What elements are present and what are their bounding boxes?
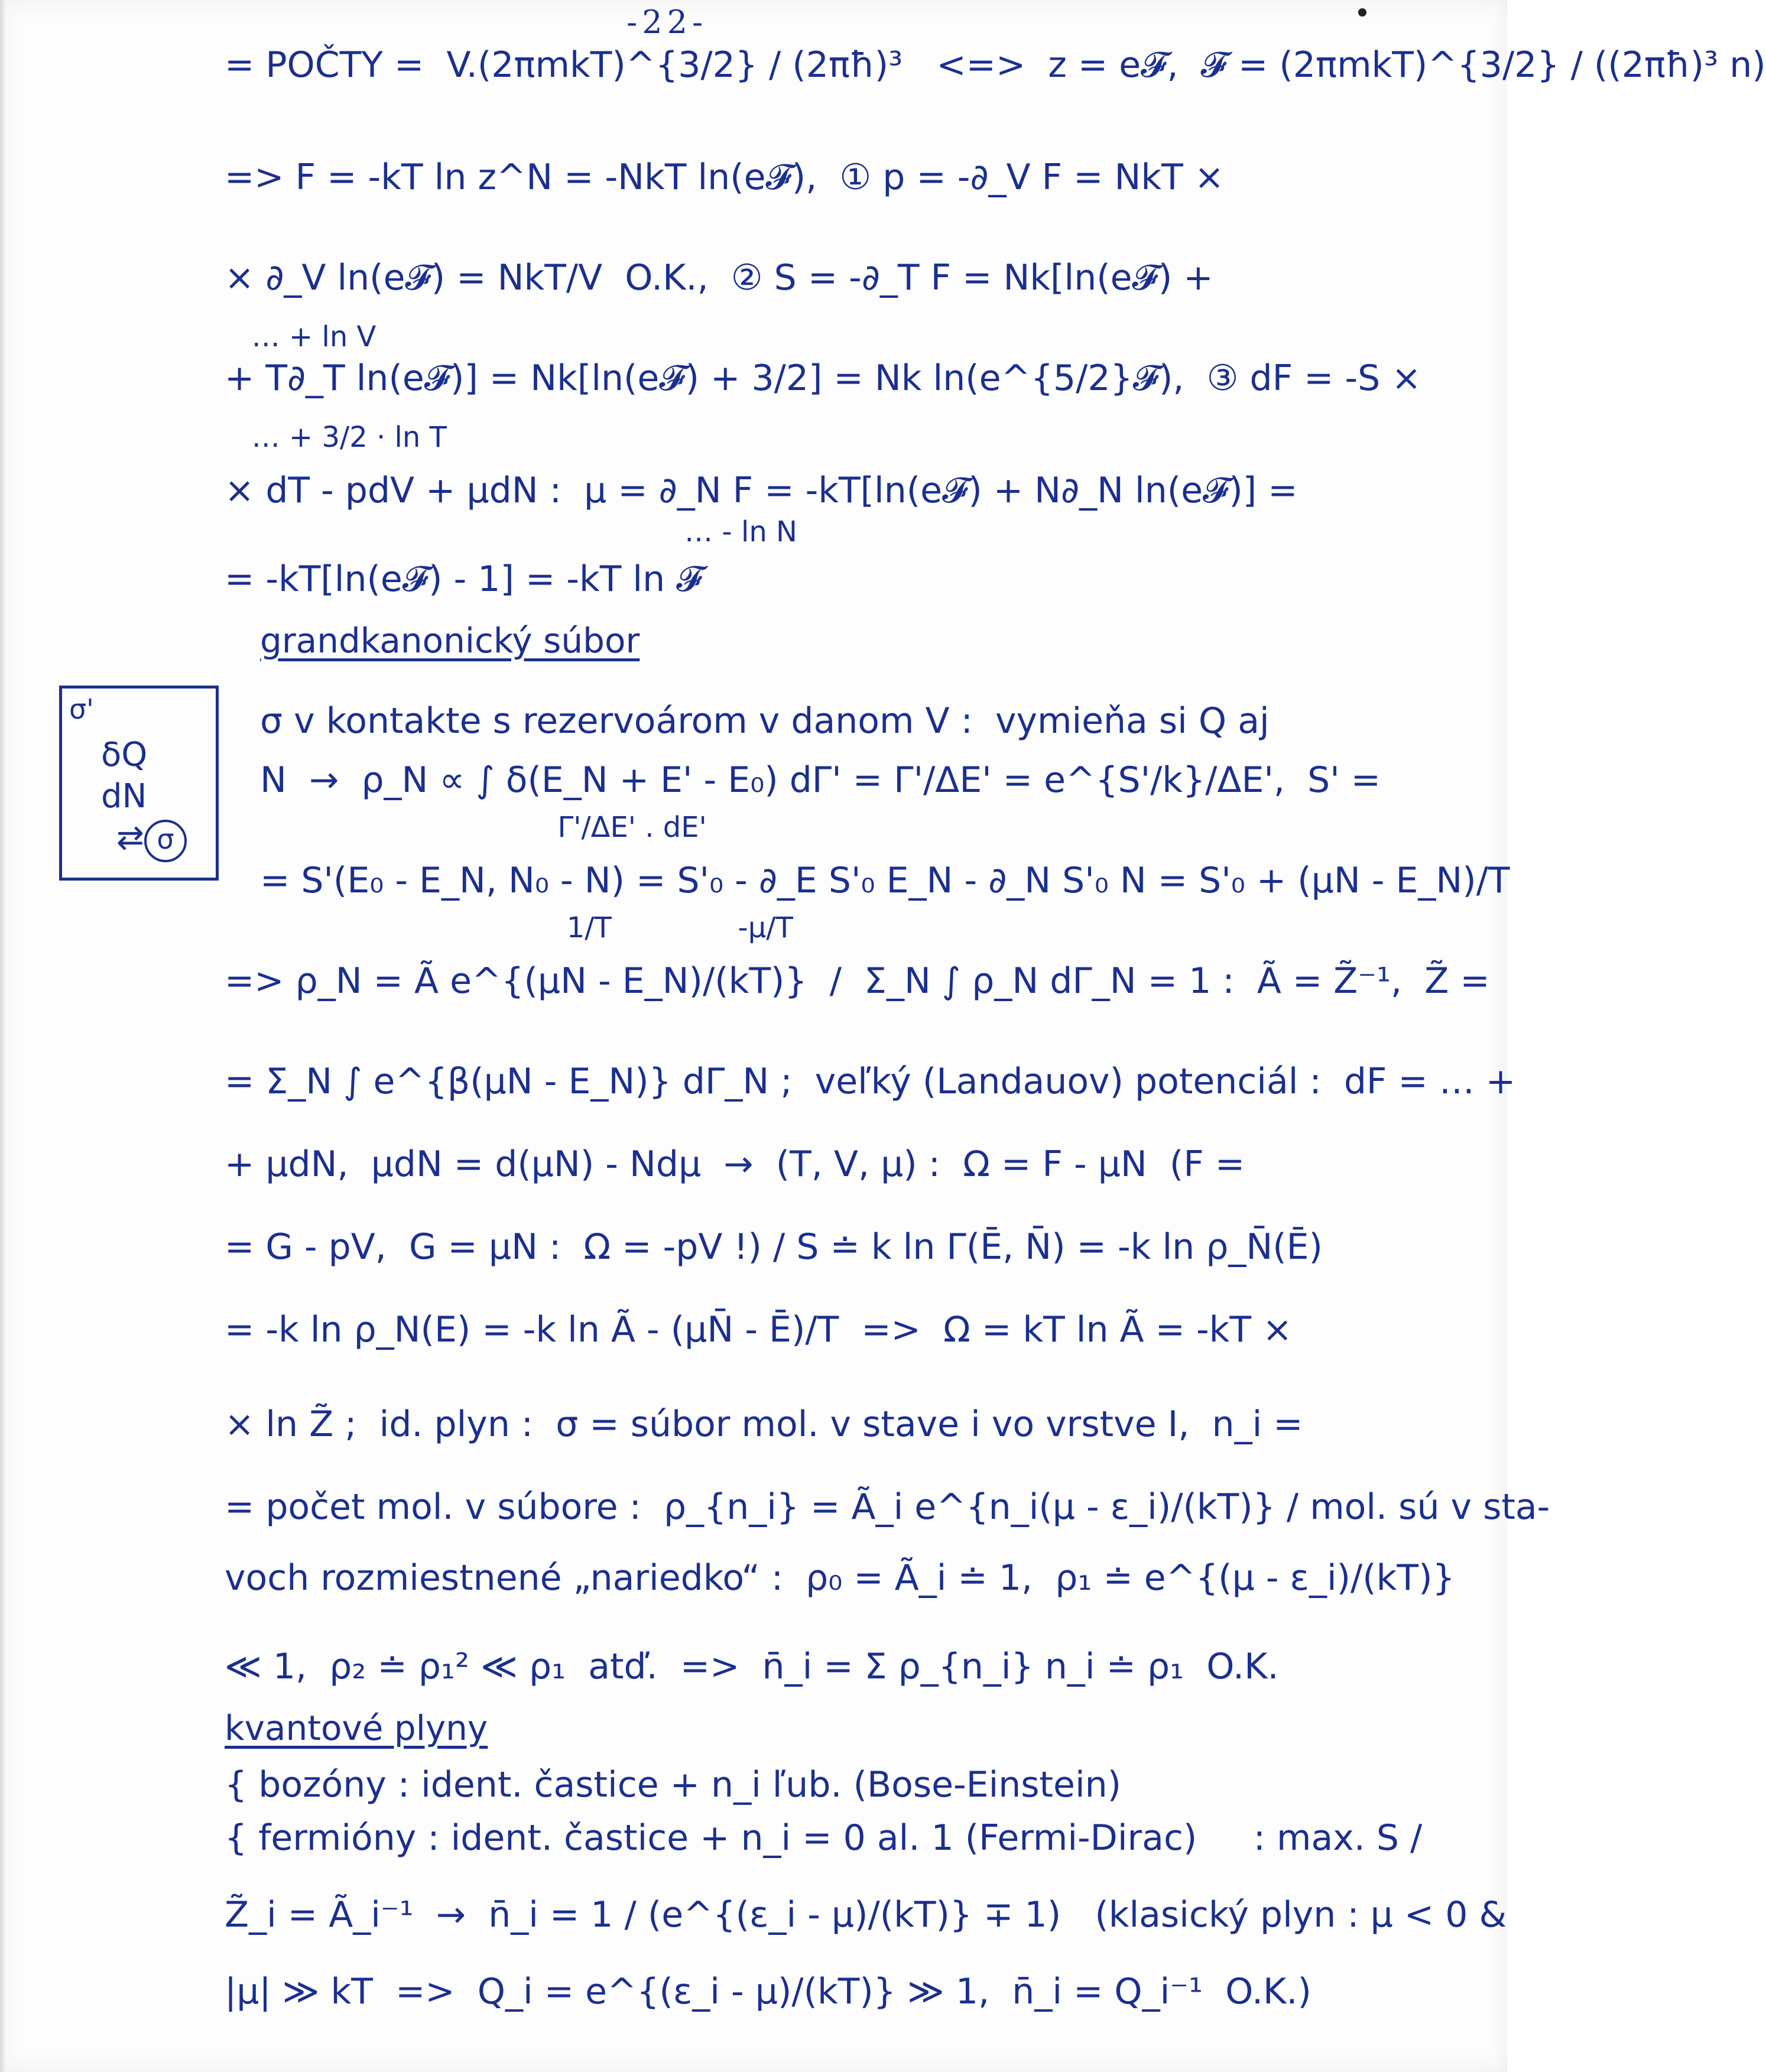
margin-diagram bbox=[59, 686, 219, 881]
line-7: × dT - pdV + μdN : μ = ∂_N F = -kT[ln(e𝓕) + N∂_N ln(e𝓕)] = bbox=[225, 470, 1298, 511]
line-15: => ρ_N = Ã e^{(μN - E_N)/(kT)} / Σ_N ∫ ρ_N dΓ_N = 1 : Ã = Z̃⁻¹, Z̃ = bbox=[225, 960, 1490, 1002]
line-26: Z̃_i = Ã_i⁻¹ → n̄_i = 1 / (e^{(ε_i - μ)/(kT)} ∓ 1) (klasický plyn : μ < 0 & bbox=[225, 1894, 1507, 1935]
line-16: = Σ_N ∫ e^{β(μN - E_N)} dΓ_N ; veľký (Landauov) potenciál : dF = … + bbox=[225, 1061, 1516, 1102]
line-24: { bozóny : ident. častice + n_i ľub. (Bose-Einstein) bbox=[225, 1764, 1122, 1805]
line-18: = G - pV, G = μN : Ω = -pV !) / S ≐ k ln Γ(Ē, N̄) = -k ln ρ_N̄(Ē) bbox=[225, 1226, 1323, 1268]
line-2: => F = -kT ln z^N = -NkT ln(e𝓕), ① p = -∂_V F = NkT × bbox=[225, 157, 1225, 198]
line-10: σ v kontakte s rezervoárom v danom V : vymieňa si Q aj bbox=[260, 700, 1270, 742]
line-6: … + 3/2 · ln T bbox=[225, 421, 447, 454]
margin-dn: dN bbox=[101, 777, 147, 816]
line-13: = S'(E₀ - E_N, N₀ - N) = S'₀ - ∂_E S'₀ E_N - ∂_N S'₀ N = S'₀ + (μN - E_N)/T bbox=[260, 860, 1510, 901]
margin-system-label: σ bbox=[144, 820, 187, 862]
heading-grandcanonical: grandkanonický súbor bbox=[260, 621, 640, 661]
line-1: = POČTY = V.(2πmkT)^{3/2} / (2πħ)³ <=> z = e𝓕, 𝓕 = (2πmkT)^{3/2} / ((2πħ)³ n) bbox=[225, 44, 1766, 86]
line-8: … - ln N bbox=[225, 515, 797, 548]
line-19: = -k ln ρ_N(E) = -k ln Ã - (μN̄ - Ē)/T => Ω = kT ln Ã = -kT × bbox=[225, 1309, 1293, 1350]
ink-dot bbox=[1358, 8, 1366, 17]
page-number: -22- bbox=[626, 4, 708, 41]
margin-system bbox=[116, 819, 187, 862]
line-25: { fermióny : ident. častice + n_i = 0 al. 1 (Fermi-Dirac) : max. S / bbox=[225, 1817, 1423, 1859]
line-9: = -kT[ln(e𝓕) - 1] = -kT ln 𝓕 bbox=[225, 558, 703, 600]
line-22: voch rozmiestnené „nariedko“ : ρ₀ = Ã_i ≐ 1, ρ₁ ≐ e^{(μ - ε_i)/(kT)} bbox=[225, 1557, 1455, 1599]
line-4: … + ln V bbox=[225, 320, 376, 353]
paper-edge bbox=[0, 0, 7, 2072]
margin-dq: δQ bbox=[101, 736, 148, 774]
line-17: + μdN, μdN = d(μN) - Ndμ → (T, V, μ) : Ω = F - μN (F = bbox=[225, 1144, 1245, 1185]
line-5: + T∂_T ln(e𝓕)] = Nk[ln(e𝓕) + 3/2] = Nk ln(e^{5/2}𝓕), ③ dF = -S × bbox=[225, 358, 1421, 399]
heading-quantum-gases: kvantové plyny bbox=[225, 1708, 488, 1748]
exchange-arrow-icon: ⇄ bbox=[116, 819, 144, 857]
margin-label: σ' bbox=[69, 693, 94, 725]
line-11: N → ρ_N ∝ ∫ δ(E_N + E' - E₀) dΓ' = Γ'/ΔE' = e^{S'/k}/ΔE', S' = bbox=[260, 759, 1381, 801]
line-12: Γ'/ΔE' . dE' bbox=[260, 811, 707, 844]
line-14: 1/T -μ/T bbox=[260, 911, 793, 944]
line-21: = počet mol. v súbore : ρ_{n_i} = Ã_i e^{n_i(μ - ε_i)/(kT)} / mol. sú v sta- bbox=[225, 1486, 1550, 1528]
line-3: × ∂_V ln(e𝓕) = NkT/V O.K., ② S = -∂_T F = Nk[ln(e𝓕) + bbox=[225, 257, 1213, 298]
line-27: |μ| ≫ kT => Q_i = e^{(ε_i - μ)/(kT)} ≫ 1, n̄_i = Q_i⁻¹ O.K.) bbox=[225, 1971, 1311, 2012]
line-20: × ln Z̃ ; id. plyn : σ = súbor mol. v stave i vo vrstve I, n_i = bbox=[225, 1404, 1303, 1445]
line-23: ≪ 1, ρ₂ ≐ ρ₁² ≪ ρ₁ atď. => n̄_i = Σ ρ_{n_i} n_i ≐ ρ₁ O.K. bbox=[225, 1646, 1279, 1687]
